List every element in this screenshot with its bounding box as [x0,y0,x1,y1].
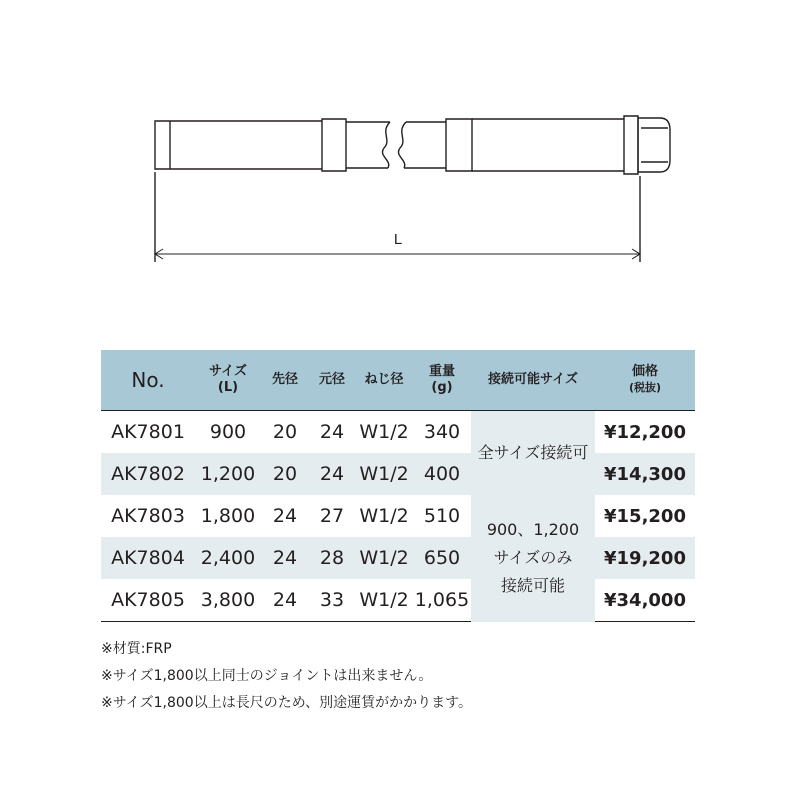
cell-price: ¥34,000 [595,579,695,622]
footnotes [101,636,472,717]
pole-dimension-diagram [0,0,800,300]
cell-weight: 400 [413,453,471,495]
header-tip-diameter: 先径 [261,350,309,411]
cell-tip: 24 [272,505,298,527]
note-shipping: ※サイズ1,800以上は長尺のため、別途運賃がかかります。 [101,695,473,711]
cell-tip: 20 [272,421,298,443]
table-header-row [101,350,695,411]
cell-base: 24 [309,453,355,495]
header-no: No. [101,350,195,411]
cell-size: 1,200 [195,453,261,495]
cell-compat-limited: 900、1,200 サイズのみ 接続可能 [471,495,595,622]
pole-section-right [472,119,624,171]
header-base-diameter: 元径 [309,350,355,411]
cell-thread: W1/2 [359,505,409,527]
header-compatible-size: 接続可能サイズ [471,350,595,411]
header-weight: 重量 (g) [413,350,471,411]
cell-size: 900 [209,421,247,443]
cell-no: AK7802 [101,453,195,495]
header-thread-diameter: ねじ径 [355,350,413,411]
cell-tip: 24 [261,579,309,622]
cell-base: 28 [309,537,355,579]
cell-weight: 1,065 [413,579,471,622]
table-row [101,537,695,579]
cell-size: 1,800 [200,505,256,527]
cell-price: ¥14,300 [595,453,695,495]
cell-size: 3,800 [195,579,261,622]
hex-nut [638,118,670,172]
header-size: サイズ (L) [195,350,261,411]
pole-tip-cap [155,121,170,169]
table-row [101,453,695,495]
cell-price: ¥15,200 [604,505,686,527]
table-row [101,411,695,454]
cell-no: AK7805 [101,579,195,622]
cell-no: AK7804 [101,537,195,579]
pole-section-left [170,121,322,169]
cell-thread: W1/2 [355,579,413,622]
cell-tip: 24 [261,537,309,579]
cell-size: 2,400 [195,537,261,579]
cell-weight: 650 [413,537,471,579]
cell-thread: W1/2 [355,453,413,495]
dimension-line [155,249,640,259]
cell-thread: W1/2 [359,421,409,443]
cell-thread: W1/2 [355,537,413,579]
cell-no: AK7803 [111,505,185,527]
note-joint-restriction: ※サイズ1,800以上同士のジョイントは出来ません。 [101,668,433,684]
cell-compat-all: 全サイズ接続可 [471,411,595,496]
pole-break-mark [382,122,390,168]
header-price: 価格 (税抜) [595,350,695,411]
cell-price: ¥19,200 [595,537,695,579]
table-row [101,579,695,622]
cell-price: ¥12,200 [604,421,686,443]
table-row [101,495,695,537]
cell-base: 27 [319,505,345,527]
cell-tip: 20 [261,453,309,495]
spec-table [101,350,695,622]
pole-joint-left [322,119,346,171]
note-material: ※材質:FRP [101,641,172,657]
dimension-label: L [393,231,403,248]
cell-base: 24 [319,421,345,443]
cell-base: 33 [309,579,355,622]
pole-joint-right [446,119,472,171]
cell-weight: 340 [423,421,461,443]
cell-no: AK7801 [111,421,185,443]
cell-weight: 510 [423,505,461,527]
